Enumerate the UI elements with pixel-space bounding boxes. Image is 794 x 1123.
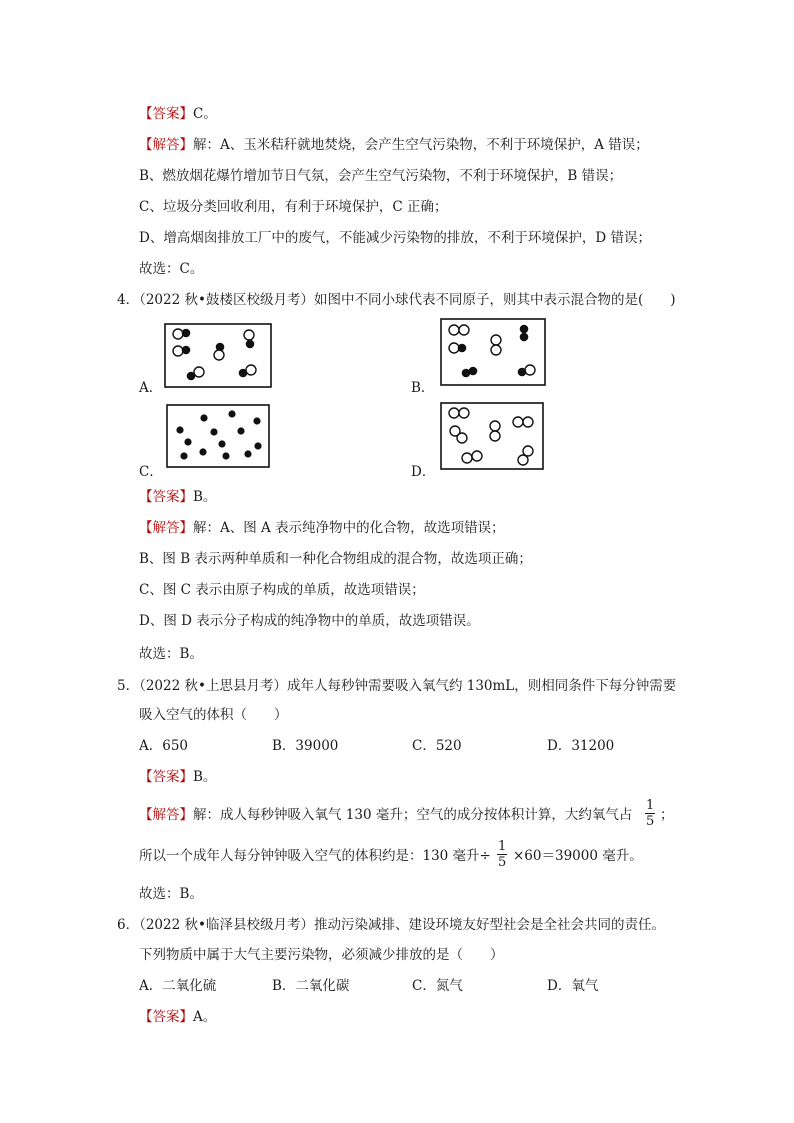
q4-diagram-c	[166, 404, 270, 468]
q5-explain-punct: ；	[660, 807, 674, 823]
q4-label-c: C．	[139, 464, 163, 480]
q3-explain-line: D、增高烟囱排放工厂中的废气，不能减少污染物的排放，不利于环境保护，D 错误；	[139, 230, 651, 246]
q5-stem-line: 5．（2022 秋•上思县月考）成年人每秒钟需要吸入氧气约 130mL，则相同条件下每分钟需要	[117, 678, 677, 694]
q4-answer	[139, 487, 216, 507]
q5-explain-line	[139, 805, 632, 825]
q4-explain-text: 解：A、图 A 表示纯净物中的化合物，故选项错误；	[193, 520, 505, 536]
q3-explain-text: 解：A、玉米秸秆就地焚烧，会产生空气污染物，不利于环境保护，A 错误；	[193, 137, 649, 153]
q3-answer-value: C。	[193, 106, 217, 122]
q6-option-a: A．二氧化硫	[139, 978, 217, 994]
q5-option-d: D．31200	[547, 738, 615, 754]
q5-option-b: B．39000	[272, 738, 339, 754]
q4-conclusion: 故选：B。	[139, 646, 203, 662]
q4-answer-tag: 【答案】	[139, 489, 193, 505]
q6-answer-tag: 【答案】	[139, 1009, 193, 1025]
q4-explain-line: B、图 B 表示两种单质和一种化合物组成的混合物，故选项正确；	[139, 551, 532, 567]
q6-stem-line: 下列物质中属于大气主要污染物，必须减少排放的是（ ）	[139, 947, 504, 963]
q5-explain-tag: 【解答】	[139, 807, 193, 823]
q5-stem-line: 吸入空气的体积（ ）	[139, 707, 288, 723]
q3-explain-tag: 【解答】	[139, 137, 193, 153]
q5-fraction-denominator: 5	[646, 814, 655, 829]
q4-label-b: B．	[411, 380, 435, 396]
q6-answer-value: A。	[193, 1009, 217, 1025]
q6-stem-line: 6．（2022 秋•临泽县校级月考）推动污染减排、建设环境友好型社会是全社会共同的责任。	[117, 917, 665, 933]
q5-option-a: A．650	[139, 738, 189, 754]
q5-fraction-1	[645, 798, 655, 829]
q6-option-c: C．氮气	[412, 978, 463, 994]
q5-answer	[139, 767, 216, 787]
q3-explain-line: B、燃放烟花爆竹增加节日气氛，会产生空气污染物，不利于环境保护，B 错误；	[139, 168, 623, 184]
q4-explain-line: C、图 C 表示由原子构成的单质，故选项错误；	[139, 582, 425, 598]
q3-answer-tag: 【答案】	[139, 106, 193, 122]
q4-answer-value: B。	[193, 489, 217, 505]
q6-option-d: D．氧气	[547, 978, 599, 994]
q3-answer	[139, 104, 217, 124]
q5-explain-text: 解：成人每秒钟吸入氧气 130 毫升；空气的成分按体积计算，大约氧气占	[193, 807, 633, 823]
q4-explain-line	[139, 518, 505, 538]
q5-answer-value: B。	[193, 769, 217, 785]
q5-explain-line-2: 所以一个成年人每分钟钟吸入空气的体积约是：130 毫升÷	[139, 848, 491, 864]
q5-conclusion: 故选：B。	[139, 886, 203, 902]
q6-answer	[139, 1007, 216, 1027]
q5-fraction-numerator: 1	[646, 798, 655, 813]
q3-explain-line	[139, 135, 649, 155]
q4-diagram-b	[440, 318, 546, 386]
q5-option-c: C．520	[412, 738, 462, 754]
q4-explain-tag: 【解答】	[139, 520, 193, 536]
q4-label-d: D．	[411, 464, 436, 480]
q4-diagram-a	[164, 323, 272, 388]
q4-explain-line: D、图 D 表示分子构成的纯净物中的单质，故选项错误。	[139, 613, 480, 629]
q3-conclusion: 故选：C。	[139, 261, 204, 277]
q5-answer-tag: 【答案】	[139, 769, 193, 785]
q3-explain-line: C、垃圾分类回收利用，有利于环境保护，C 正确；	[139, 199, 448, 215]
q4-diagram-d	[440, 402, 544, 470]
q4-stem: 4．（2022 秋•鼓楼区校级月考）如图中不同小球代表不同原子，则其中表示混合物的是( )	[117, 292, 676, 308]
q4-label-a: A．	[139, 380, 163, 396]
q5-fraction-2	[497, 839, 507, 870]
q5-fraction-denominator: 5	[498, 855, 507, 870]
q6-option-b: B．二氧化碳	[272, 978, 350, 994]
q5-explain-line-2-end: ×60＝39000 毫升。	[513, 848, 643, 864]
q5-fraction-numerator: 1	[498, 839, 507, 854]
